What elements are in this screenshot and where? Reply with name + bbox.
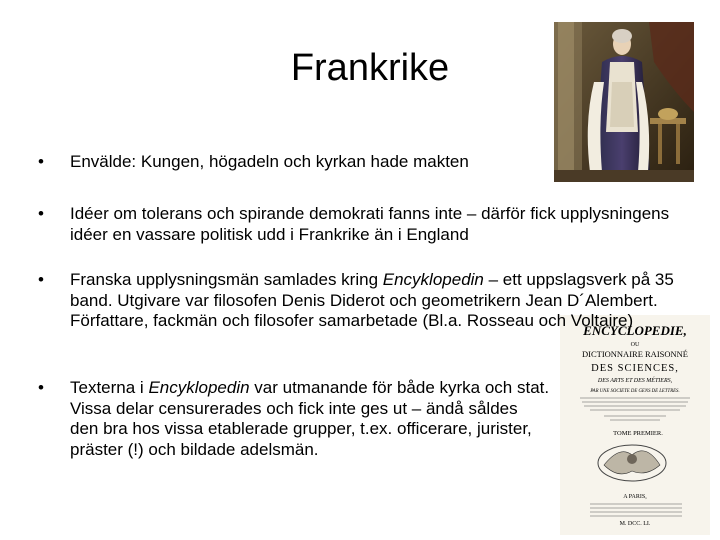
bullet-text-emphasis: Encyklopedin bbox=[148, 378, 250, 397]
encyclo-line5: DES ARTS ET DES MÉTIERS, bbox=[597, 378, 673, 384]
bullet-text: Envälde: Kungen, högadeln och kyrkan hade makten bbox=[70, 152, 469, 171]
encyclo-line2: OU bbox=[630, 342, 640, 348]
encyclo-volume: TOME PREMIER. bbox=[613, 430, 663, 437]
bullet-text-emphasis: Encyklopedin bbox=[382, 270, 484, 289]
bullet-text bbox=[70, 270, 695, 332]
encyclo-city: A PARIS, bbox=[623, 494, 647, 500]
bullet-text: Idéer om tolerans och spirande demokrati fanns inte – därför fick upplysningens idéer en vassare politisk udd i Frankrike än i England bbox=[70, 204, 670, 244]
bullet-marker: • bbox=[38, 378, 44, 397]
encyclo-line6: PAR UNE SOCIETE DE GENS DE LETTRES. bbox=[590, 389, 680, 394]
bullet-text-post: – ett uppslagsverk på 35 band. Utgivare var filosofen Denis Diderot och geometrikern Jean D´Alembert. Författare, fackmän och filosofer samarbetade (Bl.a. Rosseau och Voltaire) bbox=[70, 270, 674, 330]
bullet-text-pre: Texterna i bbox=[70, 378, 149, 397]
encyclo-year: M. DCC. LI. bbox=[619, 521, 651, 527]
bullet-marker: • bbox=[38, 152, 44, 171]
encyclo-line3: DICTIONNAIRE RAISONNÉ bbox=[581, 349, 689, 359]
encyclo-title-line: ENCYCLOPEDIE, bbox=[583, 323, 687, 338]
bullet-text bbox=[70, 378, 550, 460]
slide-title: Frankrike bbox=[290, 47, 450, 89]
bullet-marker: • bbox=[38, 204, 44, 223]
bullet-text-pre: Franska upplysningsmän samlades kring bbox=[70, 270, 383, 289]
bullet-text-post: var utmanande för både kyrka och stat. Vissa delar censurerades och fick inte ges ut – ändå såldes den bra hos vissa etablerade grupper, t.ex. officerare, jurister, präster (!) och bildade adelsmän. bbox=[70, 378, 550, 459]
bullet-marker: • bbox=[38, 270, 44, 289]
encyclo-line4: DES SCIENCES, bbox=[591, 363, 679, 374]
